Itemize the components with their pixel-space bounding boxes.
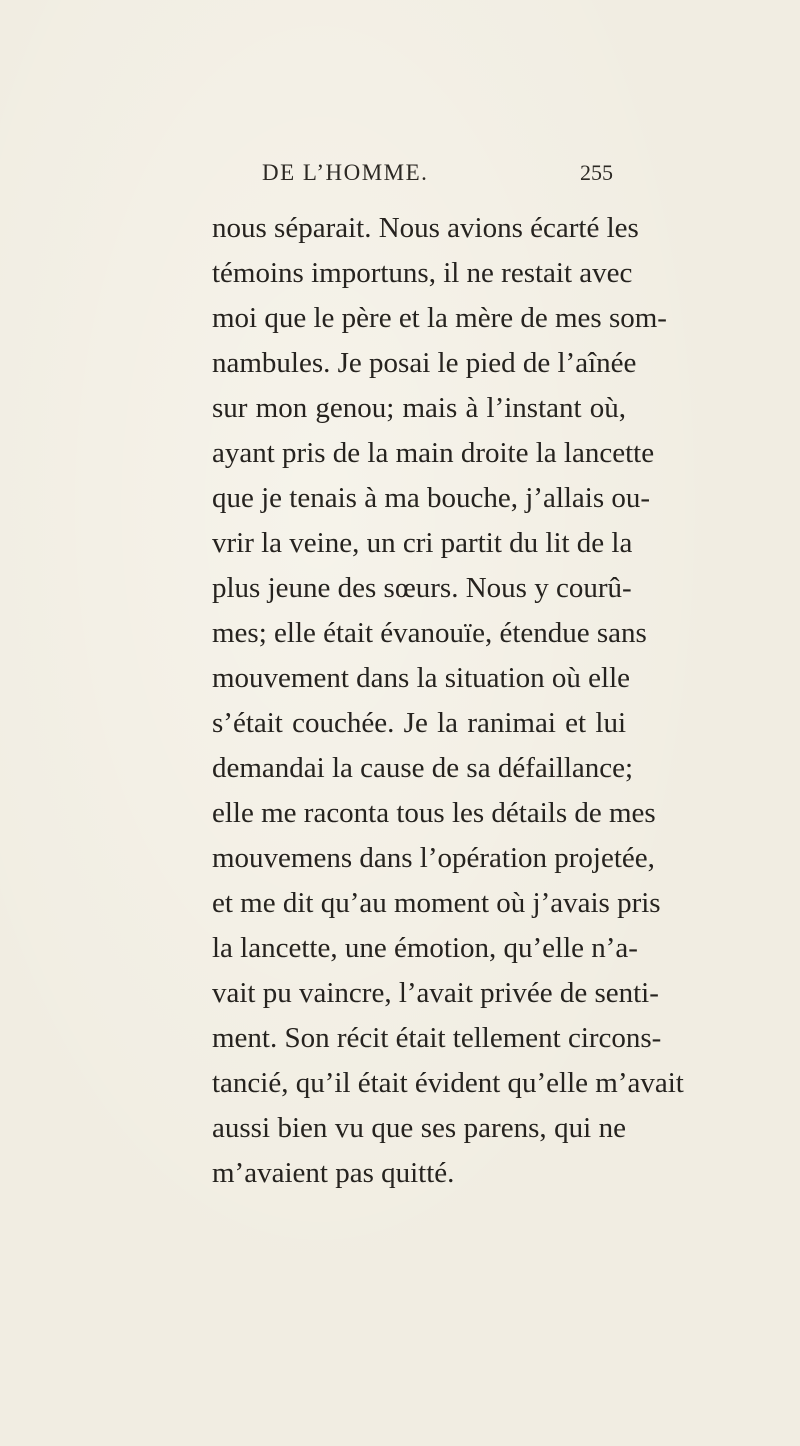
text-line: mes; elle était évanouïe, étendue sans: [212, 617, 647, 649]
text-line: aussi bien vu que ses parens, qui ne: [212, 1112, 626, 1144]
text-line: s’était couchée. Je la ranimai et lui: [212, 707, 626, 739]
text-line: moi que le père et la mère de mes som-: [212, 302, 667, 334]
text-line: que je tenais à ma bouche, j’allais ou-: [212, 482, 651, 514]
text-line: mouvement dans la situation où elle: [212, 662, 630, 694]
text-line: témoins importuns, il ne restait avec: [212, 257, 633, 289]
text-line: ment. Son récit était tellement circons-: [212, 1022, 662, 1054]
text-line: la lancette, une émotion, qu’elle n’a-: [212, 932, 638, 964]
body-text: [212, 206, 684, 1196]
page-header: [0, 160, 800, 190]
text-line-last: m’avaient pas quitté.: [212, 1157, 455, 1189]
page-number: 255: [580, 160, 613, 185]
text-line: sur mon genou; mais à l’instant où,: [212, 392, 626, 424]
running-title: DE L’HOMME.: [262, 160, 429, 185]
text-line: ayant pris de la main droite la lancette: [212, 437, 655, 469]
text-line: vait pu vaincre, l’avait privée de senti-: [212, 977, 659, 1009]
text-line: plus jeune des sœurs. Nous y courû-: [212, 572, 632, 604]
text-line: elle me raconta tous les détails de mes: [212, 797, 656, 829]
text-line: mouvemens dans l’opération projetée,: [212, 842, 655, 874]
text-line: et me dit qu’au moment où j’avais pris: [212, 887, 661, 919]
text-line: vrir la veine, un cri partit du lit de la: [212, 527, 633, 559]
text-line: demandai la cause de sa défaillance;: [212, 752, 634, 784]
text-line: tancié, qu’il était évident qu’elle m’avait: [212, 1067, 684, 1099]
text-line: nambules. Je posai le pied de l’aînée: [212, 347, 637, 379]
text-line: nous séparait. Nous avions écarté les: [212, 212, 639, 244]
